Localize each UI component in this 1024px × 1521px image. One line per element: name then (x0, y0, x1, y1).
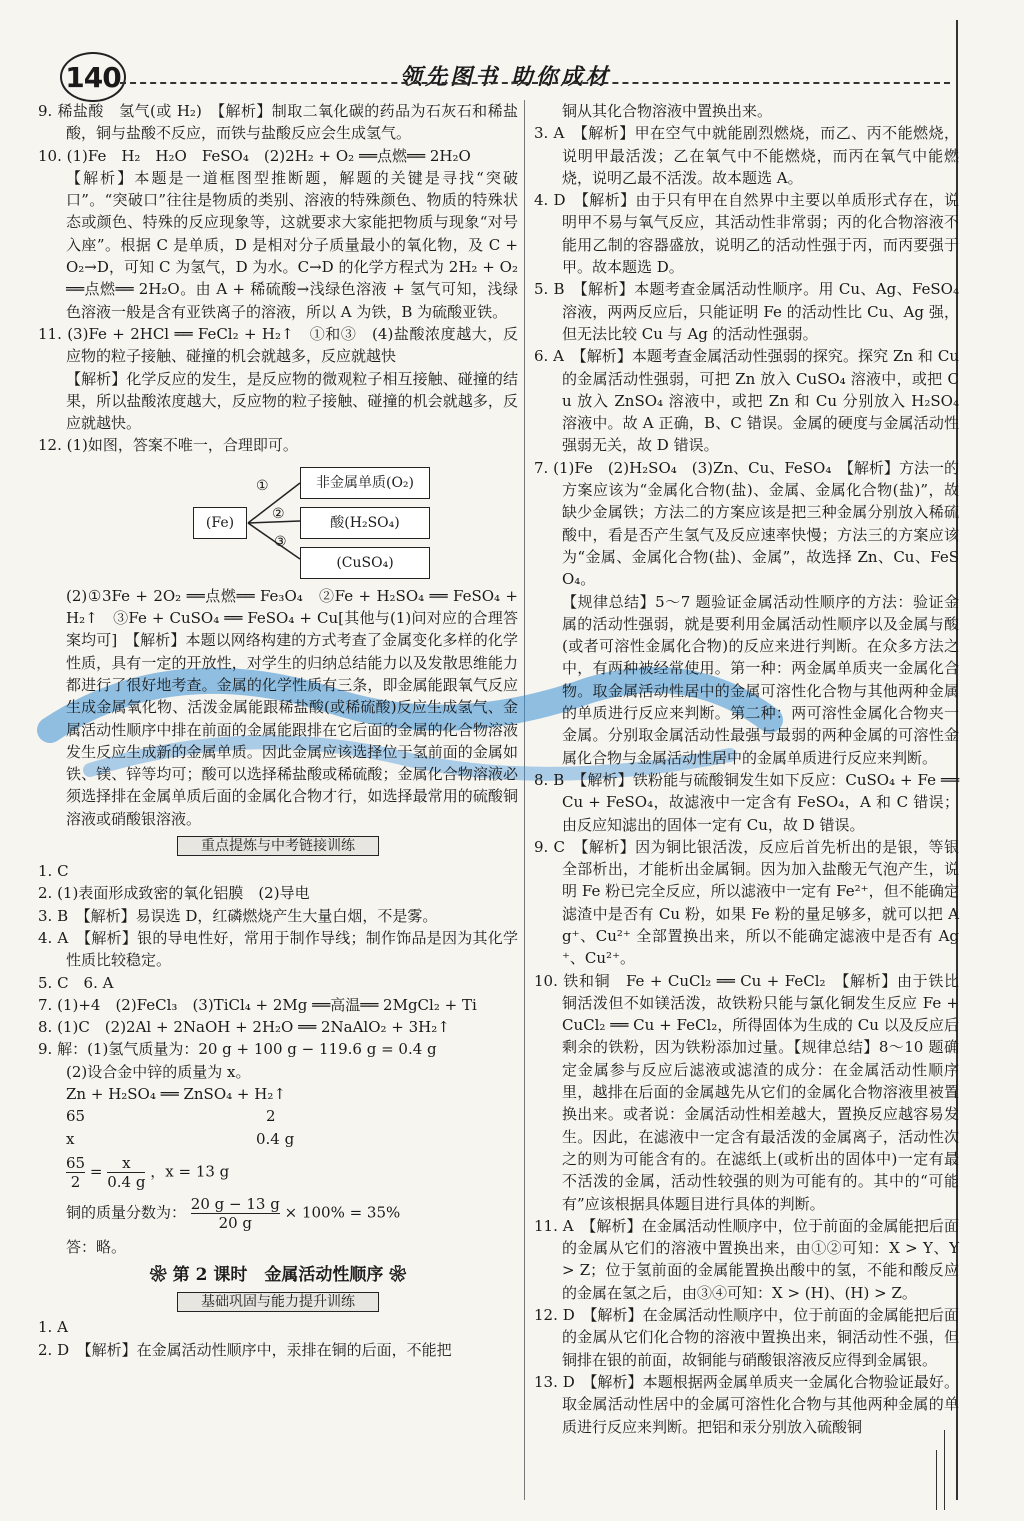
calc-r2b: 0.4 g (256, 1129, 295, 1148)
calc-r1b: 2 (266, 1107, 276, 1126)
answer-s1-9-equation: Zn + H₂SO₄ ══ ZnSO₄ + H₂↑ (66, 1084, 286, 1103)
answer-s2-1: 1. A (38, 1318, 68, 1337)
diagram-num-3: ③ (274, 533, 287, 550)
fraction-65-2: $\frac{65}{2}$ (66, 1153, 86, 1191)
answer-r-13: 13. D 【解析】本题根据两金属单质夹一金属化合物验证最好。取金属活动性居中的金属可溶性化合物与其他两种金属的单质进行反应来判断。把铝和汞分别放入硫酸铜 (534, 1372, 959, 1436)
answer-q11-b: 【解析】化学反应的发生，是反应物的微观粒子相互接触、碰撞的结果，所以盐酸浓度越大，反应物的粒子接触、碰撞的机会就越多，反应就越快。 (66, 369, 518, 433)
copper-label: 铜的质量分数为： (66, 1203, 187, 1222)
calc-x-result: ，x = 13 g (150, 1162, 230, 1181)
answer-r-5: 5. B 【解析】本题考查金属活动性顺序。用 Cu、Ag、FeSO₄ 溶液，两两反应后，只能证明 Fe 的活动性比 Cu、Ag 强，但无法比较 Cu 与 Ag 的活动性强弱。 (534, 280, 959, 343)
section-title-key-points: 重点提炼与中考链接训练 (177, 836, 379, 856)
answer-s1-5: 5. C 6. A (38, 973, 114, 992)
answer-s1-9-step2: (2)设合金中锌的质量为 x。 (66, 1062, 251, 1081)
fraction-x-0.4: $\frac{x}{0.4 g}$ (107, 1153, 146, 1191)
calc-r1a: 65 (66, 1107, 86, 1126)
answer-q9: 9. 稀盐酸 氢气(或 H₂) 【解析】制取二氧化碳的药品为石灰石和稀盐酸，铜与盐酸不反应，而铁与盐酸反应会生成氢气。 (38, 102, 518, 143)
calc-r2a: x (66, 1129, 75, 1148)
left-column (38, 100, 518, 1361)
calc-answer: 答：略。 (66, 1237, 127, 1256)
answer-q12-b: (2)①3Fe + 2O₂ ══点燃══ Fe₃O₄ ②Fe + H₂SO₄ ══ FeSO₄ + H₂↑ ③Fe + CuSO₄ ══ FeSO₄ + Cu[其他与(1)问对应的合理答案均可] 【解析】本题以网络构建的方式考查了金属变化多样的化学性质，具有一定的开放性，对学生的归纳总结能力以及发散思维能力都进行了很好地考查。金属的化学性质有三条，即金属能跟氧气反应生成金属氧化物、活泼金属能跟稀盐酸(或稀硫酸)反应生成氢气、金属活动性顺序中排在前面的金属能跟排在它后面的金属的化合物溶液发生反应生成新的金属单质。因此金属应该选择位于氢前面的金属如铁、镁、锌等均可；酸可以选择稀盐酸或稀硫酸；金属化合物溶液必须选择排在金属单质后面的金属化合物才行，如选择最常用的硫酸铜溶液或硝酸银溶液。 (66, 586, 518, 828)
diagram-box-acid: 酸(H₂SO₄) (300, 507, 430, 539)
section-title-basic: 基础巩固与能力提升训练 (177, 1292, 379, 1312)
binding-line (944, 1430, 945, 1510)
diagram-center-fe: (Fe) (193, 507, 247, 539)
page-number: 140 (60, 52, 126, 102)
answer-r-9: 9. C 【解析】因为铜比银活泼，反应后首先析出的是银，等银全部析出，才能析出金属铜。因为加入盐酸无气泡产生，说明 Fe 粉已完全反应，所以滤液中一定有 Fe²⁺，但不能确定滤渣中是否有 Cu 粉，如果 Fe 粉的量足够多，就可以把 Ag⁺、Cu²⁺ 全部置换出来，所以不能确定滤液中是否有 Ag⁺、Cu²⁺。 (534, 837, 959, 968)
calc-block (38, 1105, 518, 1258)
lesson-title-text: 第 2 课时 金属活动性顺序 (172, 1265, 384, 1286)
answer-r-6: 6. A 【解析】本题考查金属活动性强弱的探究。探究 Zn 和 Cu 的金属活动性强弱，可把 Zn 放入 CuSO₄ 溶液中，或把 Cu 放入 ZnSO₄ 溶液中，或把 Zn 和 Cu 分别放入 H₂SO₄ 溶液中。故 A 正确，B、C 错误。金属的硬度与金属活动性强弱无关，故 D 错误。 (534, 347, 959, 455)
answer-r-7-summary: 【规律总结】5～7 题验证金属活动性顺序的方法：验证金属的活动性强弱，就是要利用金属活动性顺序以及金属与酸(或者可溶性金属化合物)的反应来进行判断。在众多方法之中，有两种被经常使用。第一种：两金属单质夹一金属化合物。取金属活动性居中的金属可溶性化合物与其他两种金属的单质进行反应来判断。第二种：两可溶性金属化合物夹一金属。分别取金属活动性最强与最弱的两种金属的可溶性金属化合物与金属活动性居中的金属单质进行反应来判断。 (562, 592, 959, 767)
answer-s1-7: 7. (1)+4 (2)FeCl₃ (3)TiCl₄ + 2Mg ══高温══ 2MgCl₂ + Ti (38, 995, 477, 1014)
header-rule (120, 82, 950, 84)
answer-q10-b: 【解析】本题是一道框图型推断题，解题的关键是寻找“突破口”。“突破口”往往是物质的类别、溶液的特殊颜色、物质的特殊状态或颜色、特殊的反应现象等，这就要求大家能把物质与现象“对号入座”。根据 C 是单质，D 是相对分子质量最小的氧化物，及 C + O₂→D，可知 C 为氢气，D 为水。C→D 的化学方程式为 2H₂ + O₂ ══点燃══ 2H₂O。由 A + 稀硫酸→浅绿色溶液 + 氢气可知，浅绿色溶液一般是含有亚铁离子的溶液，所以 A 为铁，B 为硫酸亚铁。 (66, 168, 518, 321)
answer-r-4: 4. D 【解析】由于只有甲在自然界中主要以单质形式存在，说明甲不易与氧气反应，其活动性非常弱；丙的化合物溶液不能用乙制的容器盛放，说明乙的活动性强于丙，而丙要强于甲。故本题选 D。 (534, 191, 959, 277)
answer-s1-1: 1. C (38, 862, 69, 881)
column-divider (524, 100, 525, 1500)
answer-r-3: 3. A 【解析】甲在空气中就能剧烈燃烧，而乙、丙不能燃烧，说明甲最活泼；乙在氧气中不能燃烧，而丙在氧气中能燃烧，说明乙最不活泼。故本题选 A。 (534, 124, 959, 187)
lotus-icon: ❀ (149, 1265, 167, 1286)
copper-result: × 100% = 35% (284, 1203, 401, 1222)
answer-s1-8: 8. (1)C (2)2Al + 2NaOH + 2H₂O ══ 2NaAlO₂ + 3H₂↑ (38, 1018, 450, 1037)
right-column (534, 100, 959, 1438)
answer-r-8: 8. B 【解析】铁粉能与硫酸铜发生如下反应：CuSO₄ + Fe ══ Cu + FeSO₄，故滤液中一定含有 FeSO₄，A 和 C 错误；由反应知滤出的固体一定有 Cu，故 D 错误。 (534, 770, 959, 834)
fraction-copper: $\frac{20 g - 13 g}{20 g}$ (190, 1194, 280, 1232)
answer-r-11: 11. A 【解析】在金属活动性顺序中，位于前面的金属能把后面的金属从它们的溶液中置换出来，由①②可知：X > Y、Y > Z；位于氢前面的金属能置换出酸中的氢，不能和酸反应的金属在氢之后，由③④可知：X > (H)、(H) > Z。 (534, 1216, 959, 1302)
answer-s1-2: 2. (1)表面形成致密的氧化铝膜 (2)导电 (38, 884, 310, 903)
diagram-box-salt: (CuSO₄) (300, 547, 430, 579)
answer-r-12: 12. D 【解析】在金属活动性顺序中，位于前面的金属能把后面的金属从它们化合物的溶液中置换出来，铜活动性不强，但铜排在银的前面，故铜能与硝酸银溶液反应得到金属银。 (534, 1306, 959, 1369)
answer-q12-a: 12. (1)如图，答案不唯一，合理即可。 (38, 436, 298, 455)
calc-proportion (66, 1154, 518, 1191)
answer-r-10: 10. 铁和铜 Fe + CuCl₂ ══ Cu + FeCl₂ 【解析】由于铁比铜活泼但不如镁活泼，故铁粉只能与氯化铜发生反应 Fe + CuCl₂ ══ Cu + FeCl₂，所得固体为生成的 Cu 以及反应后剩余的铁粉，因为铁粉添加过量。【规律总结】8～10 题确定金属参与反应后滤液或滤渣的成分：在金属活动性顺序里，越排在后面的金属越先从它们的金属化合物溶液里被置换出来。或者说：金属活动性相差越大，置换反应越容易发生。因此，在滤液中一定含有最活泼的金属离子，活动性次之的则为可能含有的。在滤纸上(或析出的固体中)一定有最不活泼的金属，活动性较强的则为可能有的。其中的“可能有”应该根据具体题目进行具体的判断。 (534, 971, 959, 1213)
calc-eq: = (89, 1162, 103, 1181)
answer-q10-a: 10. (1)Fe H₂ H₂O FeSO₄ (2)2H₂ + O₂ ══点燃══ 2H₂O (38, 146, 471, 165)
calc-copper (66, 1195, 518, 1232)
answer-r-7: 7. (1)Fe (2)H₂SO₄ (3)Zn、Cu、FeSO₄ 【解析】方法一的方案应该为“金属化合物(盐)、金属、金属化合物(盐)”，故缺少金属铁；方法二的方案应该是把三种金属分别放入稀硫酸中，看是否产生氢气及反应速率快慢；方法三的方案应该为“金属、金属化合物(盐)、金属”，故选择 Zn、Cu、FeSO₄。 (534, 458, 959, 589)
lesson-title (38, 1264, 518, 1286)
answer-q11-a: 11. (3)Fe + 2HCl ══ FeCl₂ + H₂↑ ①和③ (4)盐酸浓度越大，反应物的粒子接触、碰撞的机会就越多，反应就越快 (38, 324, 518, 366)
answer-s1-4: 4. A 【解析】银的导电性好，常用于制作导线；制作饰品是因为其化学性质比较稳定。 (38, 928, 518, 970)
diagram-num-1: ① (256, 477, 269, 494)
diagram-num-2: ② (272, 505, 285, 522)
answer-s2-2: 2. D 【解析】在金属活动性顺序中，汞排在铜的后面，不能把 (38, 1340, 452, 1359)
lotus-icon: ❀ (389, 1265, 407, 1286)
diagram-box-nonmetal: 非金属单质(O₂) (300, 467, 430, 499)
binding-line (936, 1450, 937, 1510)
answer-r-2-cont: 铜从其化合物溶液中置换出来。 (562, 102, 773, 120)
answer-s1-3: 3. B 【解析】易误选 D，红磷燃烧产生大量白烟，不是雾。 (38, 906, 438, 925)
answer-s1-9: 9. 解：(1)氢气质量为：20 g + 100 g − 119.6 g = 0.4 g (38, 1040, 437, 1059)
fe-reaction-diagram (38, 461, 518, 579)
header-title: 领先图书 助你成材 (400, 64, 611, 90)
